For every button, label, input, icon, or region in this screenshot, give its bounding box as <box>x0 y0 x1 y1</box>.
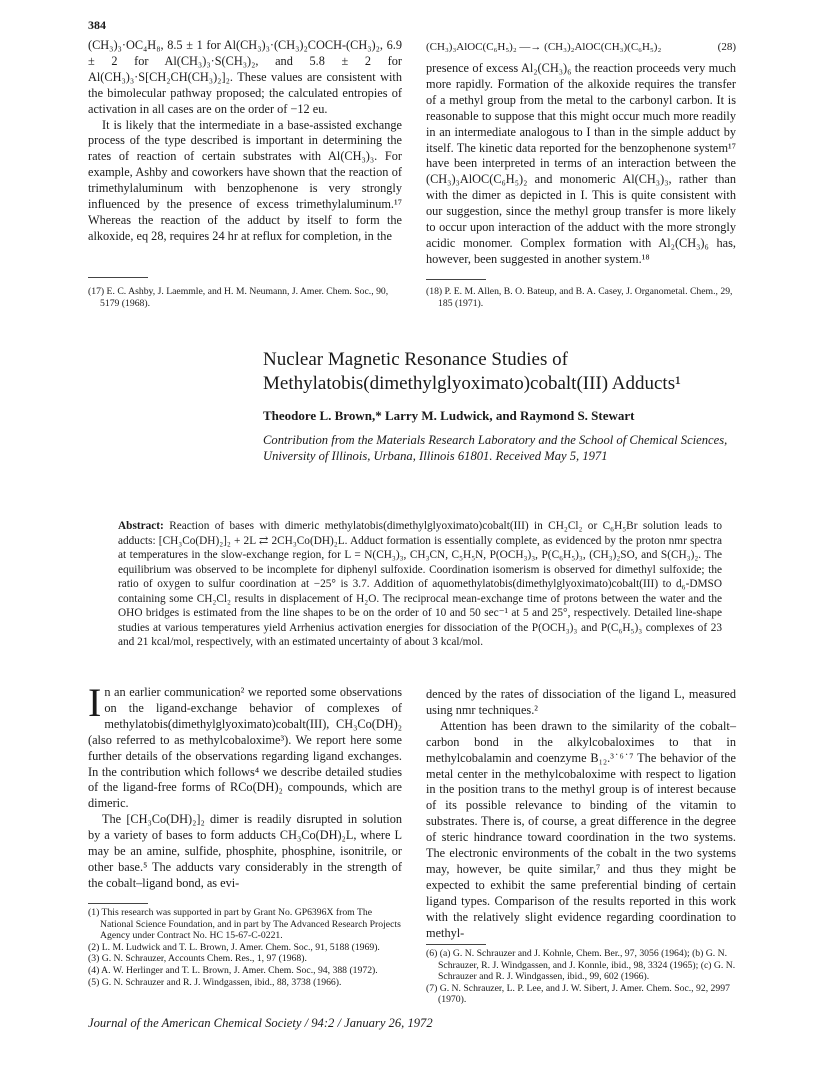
affiliation: Contribution from the Materials Research Laboratory and the School of Chemical Sciences, University of Illinois, Urbana, Illinois 61801. Received May 5, 1971 <box>263 433 728 463</box>
footnote-18 <box>426 286 736 309</box>
abstract-label: Abstract: <box>118 520 164 532</box>
authors: Theodore L. Brown,* Larry M. Ludwick, and Raymond S. Stewart <box>263 408 635 423</box>
abstract-text: Reaction of bases with dimeric methylatobis(dimethylglyoximato)cobalt(III) in CH₂Cl₂ or C₆H₅Br solution leads to adducts: [CH₃Co(DH)₂]₂ + 2L ⇄ 2CH₃Co(DH)₂L. Adduct formation is essentially complete, as evidenced by the proton nmr spectra at temperatures in the slow-exchange region, for L = N(CH₃)₃, CH₃CN, C₅H₅N, P(OCH₃)₃, P(C₆H₅)₃, (CH₃)₂SO, and S(CH₃)₂. The equilibrium was observed to be incomplete for diphenyl sulfoxide. Coordination isomerism is observed for dimethyl sulfoxide; the ratio of oxygen to sulfur coordination at −25° is 3.7. Addition of aquomethylatobis(dimethylglyoximato)cobalt(III) to d₆-DMSO containing some CH₂Cl₂ results in displacement of H₂O. The reciprocal mean-exchange time of protons between the water and the OHO bridges is estimated from the line shapes to be on the order of 10 and 50 sec⁻¹ at 5 and 25°, respectively. Detailed line-shape studies at various temperatures yield Arrhenius activation energies for dissociation of the P(OCH₃)₃ and P(C₆H₅)₃ complexes of 23 and 21 kcal/mol, respectively, with an estimated uncertainty of about 3 kcal/mol. <box>118 520 723 648</box>
equation-28 <box>426 41 736 53</box>
footnote-18-text: (18) P. E. M. Allen, B. O. Bateup, and B. A. Casey, J. Organometal. Chem., 29, 185 (1971). <box>426 286 733 309</box>
article-title-line-1: Nuclear Magnetic Resonance Studies of <box>263 349 568 370</box>
footnotes-left <box>88 907 402 988</box>
equation-28-text: (CH₃)₃AlOC(C₆H₅)₂ —→ (CH₃)₂AlOC(CH₃)(C₆H₅)₂ <box>426 41 662 53</box>
footnotes-right <box>426 948 736 1006</box>
body-left-paragraph-1 <box>88 680 402 812</box>
body-left-paragraph-1-text: n an earlier communication² we reported some observations on the ligand-exchange behavior of complexes of methylatobis(dimethylglyoximato)cobalt(III), CH₃Co(DH)₂ (also referred to as methylcobaloxime³). We report here some further details of the observations regarding ligand exchanges. In the contribution which follows⁴ we describe detailed studies of the ligand-free forms of RCo(DH)₂ compounds, which are dimeric. <box>88 685 402 811</box>
footnote-rule-top-left <box>88 277 148 278</box>
drop-cap: I <box>88 680 102 725</box>
footnote-rule-bottom-right <box>426 944 486 945</box>
top-right-column <box>426 61 736 268</box>
footnote-1: (1) This research was supported in part by Grant No. GP6396X from The National Science Foundation, and in part by The Advanced Research Projects Agency under Contract No. HC 15-67-C-0221. <box>88 907 401 942</box>
body-right-column <box>426 687 736 942</box>
footnote-2: (2) L. M. Ludwick and T. L. Brown, J. Amer. Chem. Soc., 91, 5188 (1969). <box>88 941 380 953</box>
article-title-line-2: Methylatobis(dimethylglyoximato)cobalt(III) Adducts¹ <box>263 373 681 394</box>
footnote-6: (6) (a) G. N. Schrauzer and J. Kohnle, Chem. Ber., 97, 3056 (1964); (b) G. N. Schrauzer, R. J. Windgassen, and J. Konnle, ibid., 98, 3324 (1965); (c) G. N. Schrauzer and R. J. Windgassen, ibid., 99, 602 (1966). <box>426 948 736 983</box>
footnote-3: (3) G. N. Schrauzer, Accounts Chem. Res., 1, 97 (1968). <box>88 953 307 965</box>
footnote-4: (4) A. W. Herlinger and T. L. Brown, J. Amer. Chem. Soc., 94, 388 (1972). <box>88 964 378 976</box>
top-left-paragraph-2: It is likely that the intermediate in a base-assisted exchange process of the type described is important in determining the rates of reaction of certain substrates with Al(CH₃)₃. For example, Ashby and coworkers have shown that the reaction of trimethylaluminum with benzophenone is very strongly influenced by the presence of excess trimethylaluminum.¹⁷ Whereas the reaction of the adduct by itself to form the alkoxide, eq 28, requires 24 hr at reflux for completion, in the <box>88 117 402 243</box>
abstract <box>118 519 722 650</box>
footnote-7: (7) G. N. Schrauzer, L. P. Lee, and J. W. Sibert, J. Amer. Chem. Soc., 92, 2997 (1970). <box>426 982 730 1006</box>
journal-footer: Journal of the American Chemical Society / 94:2 / January 26, 1972 <box>88 1016 433 1030</box>
article-title <box>263 348 681 396</box>
footnote-5: (5) G. N. Schrauzer and R. J. Windgassen, ibid., 88, 3738 (1966). <box>88 976 342 988</box>
page-number: 384 <box>88 18 106 32</box>
body-right-paragraph-2: Attention has been drawn to the similarity of the cobalt–carbon bond in the alkylcobaloximes to that in methylcobalamin and coenzyme B₁₂.³˙⁶˙⁷ The behavior of the metal center in the methylcobaloxime with respect to ligation in the position trans to the methyl group is of interest because of its possible relevance to binding of the vitamin to substrates. There is, of course, a great difference in the degree of steric hindrance toward coordination in the two systems. The electronic environments of the cobalt in the two systems may, however, be quite similar,⁷ and thus they might be expected to exhibit the same preferential binding of certain ligand types. Comparison of the results reported in this work with the relatively slight evidence regarding coordination to methyl- <box>426 718 736 940</box>
body-left-paragraph-2: The [CH₃Co(DH)₂]₂ dimer is readily disrupted in solution by a variety of bases to form adducts CH₃Co(DH)₂L, where L may be an amine, sulfide, phosphite, phosphine, isonitrile, or other base.⁵ The adducts vary considerably in the strength of the cobalt–ligand bond, as evi- <box>88 812 402 890</box>
body-right-paragraph-1: denced by the rates of dissociation of the ligand L, measured using nmr techniques.² <box>426 687 736 717</box>
top-left-paragraph-1: (CH₃)₃·OC₄H₈, 8.5 ± 1 for Al(CH₃)₃·(CH₃)₂COCH-(CH₃)₂, 6.9 ± 2 for Al(CH₃)₃·S(CH₃)₂, and 5.8 ± 2 for Al(CH₃)₃·S[CH₂CH(CH₃)₂]₂. These values are consistent with the bimolecular pathway proposed; the calculated entropies of activation in all cases are on the order of −12 eu. <box>88 38 402 116</box>
top-right-paragraph: presence of excess Al₂(CH₃)₆ the reaction proceeds very much more rapidly. Formation of the alkoxide requires the transfer of a methyl group from the metal to the carbonyl carbon. It is reasonable to suppose that this might occur much more readily in an intermediate analogous to I than in the simple adduct by itself. The kinetic data reported for the benzophenone system¹⁷ have been interpreted in terms of an interaction between the (CH₃)₃AlOC(C₆H₅)₂ and monomeric Al(CH₃)₃, rather than with the dimer as depicted in I. This is quite consistent with our suggestion, since the methyl group transfer is more likely to occur upon interaction of the adduct with the more strongly acidic monomer. Complex formation with Al₂(CH₃)₆ has, however, been suggested in another system.¹⁸ <box>426 61 736 266</box>
body-left-column <box>88 680 402 892</box>
footnote-rule-bottom-left <box>88 903 148 904</box>
equation-28-number: (28) <box>717 41 736 53</box>
footnote-17 <box>88 286 402 309</box>
footnote-rule-top-right <box>426 279 486 280</box>
top-left-column <box>88 38 402 245</box>
footnote-17-text: (17) E. C. Ashby, J. Laemmle, and H. M. Neumann, J. Amer. Chem. Soc., 90, 5179 (1968). <box>88 286 389 309</box>
